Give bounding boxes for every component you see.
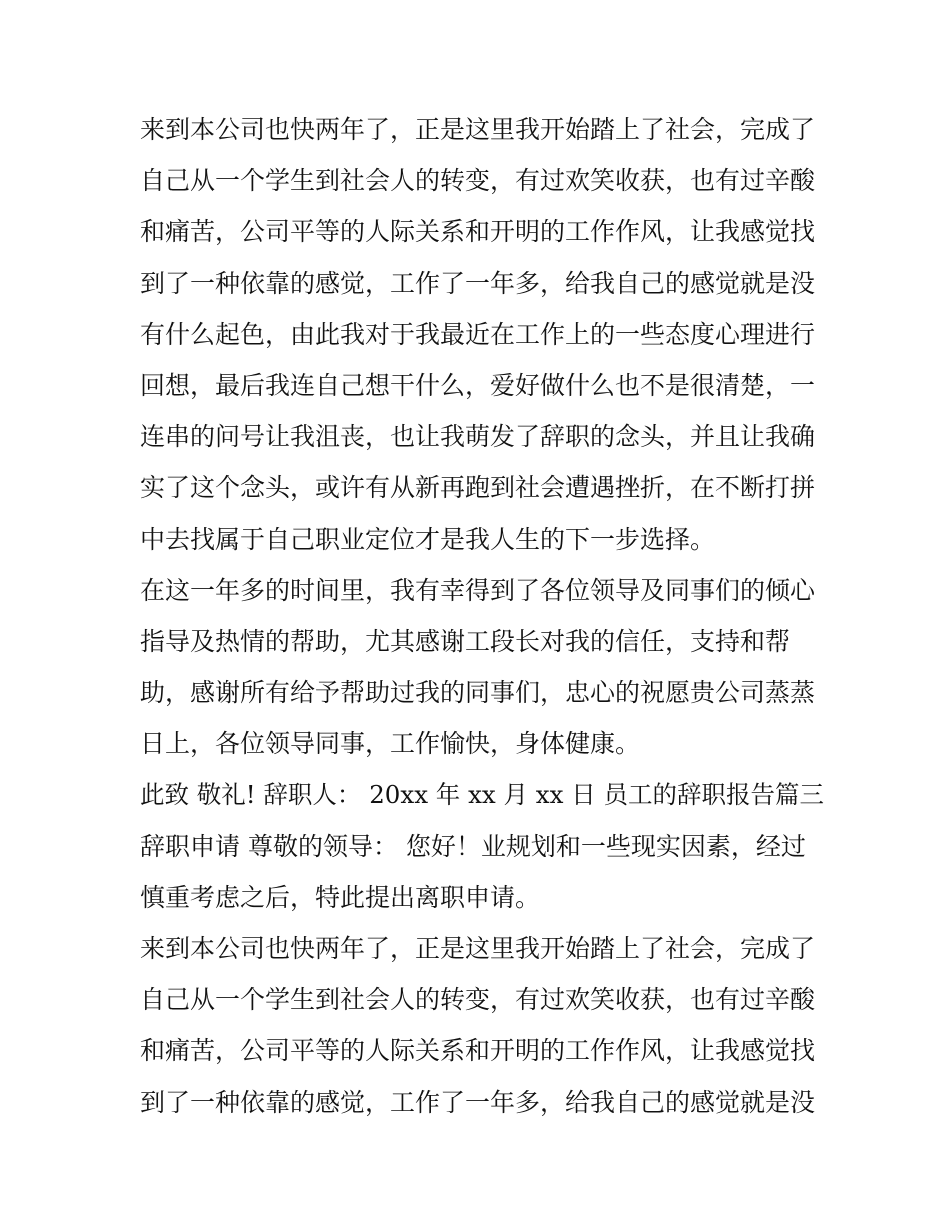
text-line: 回想，最后我连自己想干什么，爱好做什么也不是很清楚，一 [140, 370, 816, 400]
text-line: 自己从一个学生到社会人的转变，有过欢笑收获，也有过辛酸 [140, 166, 816, 196]
text-line: 和痛苦，公司平等的人际关系和开明的工作作风，让我感觉找 [140, 1036, 816, 1066]
text-line: 到了一种依靠的感觉，工作了一年多，给我自己的感觉就是没 [140, 1087, 816, 1117]
text-line: 来到本公司也快两年了，正是这里我开始踏上了社会，完成了 [140, 115, 816, 144]
text-line: 实了这个念头，或许有从新再跑到社会遭遇挫折，在不断打拼 [140, 473, 816, 503]
text-line: 指导及热情的帮助，尤其感谢工段长对我的信任，支持和帮 [140, 626, 791, 656]
text-line: 连串的问号让我沮丧，也让我萌发了辞职的念头，并且让我确 [140, 422, 816, 452]
text-line: 和痛苦，公司平等的人际关系和开明的工作作风，让我感觉找 [140, 217, 816, 247]
text-line: 到了一种依靠的感觉，工作了一年多，给我自己的感觉就是没 [140, 268, 816, 298]
text-line: 辞职申请 尊敬的领导： 您好！业规划和一些现实因素，经过 [140, 831, 806, 861]
text-line: 在这一年多的时间里，我有幸得到了各位领导及同事们的倾心 [140, 575, 816, 605]
text-line: 来到本公司也快两年了，正是这里我开始踏上了社会，完成了 [140, 934, 816, 963]
text-line: 中去找属于自己职业定位才是我人生的下一步选择。 [140, 524, 716, 554]
text-line: 有什么起色，由此我对于我最近在工作上的一些态度心理进行 [140, 319, 816, 349]
body-text [140, 104, 830, 1128]
text-line: 慎重考虑之后，特此提出离职申请。 [140, 882, 541, 912]
text-line: 此致 敬礼! 辞职人： 20xx 年 xx 月 xx 日 员工的辞职报告篇三 [140, 780, 825, 810]
text-line: 助，感谢所有给予帮助过我的同事们，忠心的祝愿贵公司蒸蒸 [140, 678, 816, 708]
text-line: 日上，各位领导同事，工作愉快，身体健康。 [140, 729, 641, 759]
text-line: 自己从一个学生到社会人的转变，有过欢笑收获，也有过辛酸 [140, 985, 816, 1015]
